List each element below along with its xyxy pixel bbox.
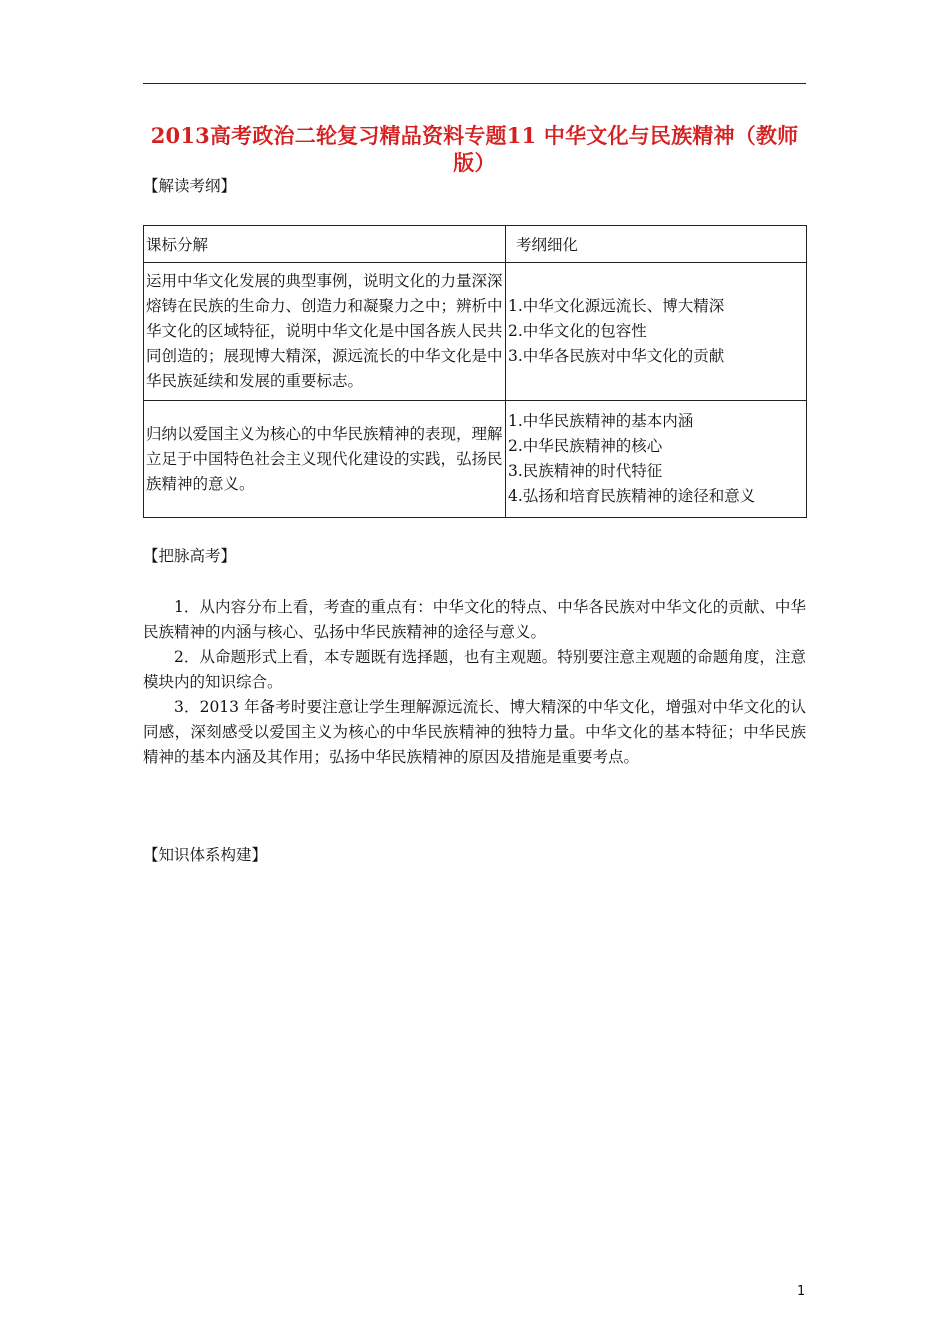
- table-header-cell: 考纲细化: [506, 226, 807, 263]
- detail-cell: [506, 263, 807, 401]
- document-title: 2013高考政治二轮复习精品资料专题11 中华文化与民族精神（教师版）: [150, 123, 799, 175]
- header-rule: [143, 83, 806, 84]
- section-label-interpret: 【解读考纲】: [143, 177, 237, 195]
- table-header-cell: 课标分解: [144, 226, 506, 263]
- detail-item: 1.中华文化源远流长、博大精深: [508, 297, 725, 315]
- detail-item: 2.中华文化的包容性: [508, 322, 647, 340]
- section-label-pulse: 【把脉高考】: [143, 547, 237, 565]
- table-header-row: [144, 226, 807, 263]
- section-label-system: 【知识体系构建】: [143, 846, 268, 864]
- detail-cell: [506, 401, 807, 518]
- requirement-cell: 运用中华文化发展的典型事例，说明文化的力量深深熔铸在民族的生命力、创造力和凝聚力之中；辨析中华文化的区域特征，说明中华文化是中国各族人民共同创造的；展现博大精深，源远流长的中华文化是中华民族延续和发展的重要标志。: [144, 263, 506, 401]
- page-number: 1: [797, 1284, 806, 1299]
- analysis-paragraph: 2．从命题形式上看，本专题既有选择题，也有主观题。特别要注意主观题的命题角度，注意模块内的知识综合。: [143, 648, 806, 691]
- requirement-cell: 归纳以爱国主义为核心的中华民族精神的表现，理解立足于中国特色社会主义现代化建设的实践，弘扬民族精神的意义。: [144, 401, 506, 518]
- detail-item: 1.中华民族精神的基本内涵: [508, 412, 694, 430]
- analysis-paragraph: 3．2013 年备考时要注意让学生理解源远流长、博大精深的中华文化，增强对中华文化的认同感，深刻感受以爱国主义为核心的中华民族精神的独特力量。中华文化的基本特征；中华民族精神的基本内涵及其作用；弘扬中华民族精神的原因及措施是重要考点。: [143, 698, 806, 766]
- syllabus-table: [143, 225, 807, 518]
- detail-item: 4.弘扬和培育民族精神的途径和意义: [508, 487, 756, 505]
- table-row: [144, 401, 807, 518]
- table-row: [144, 263, 807, 401]
- detail-item: 2.中华民族精神的核心: [508, 437, 663, 455]
- detail-item: 3.民族精神的时代特征: [508, 462, 663, 480]
- analysis-paragraph: 1．从内容分布上看，考查的重点有：中华文化的特点、中华各民族对中华文化的贡献、中华民族精神的内涵与核心、弘扬中华民族精神的途径与意义。: [143, 598, 806, 641]
- detail-item: 3.中华各民族对中华文化的贡献: [508, 347, 725, 365]
